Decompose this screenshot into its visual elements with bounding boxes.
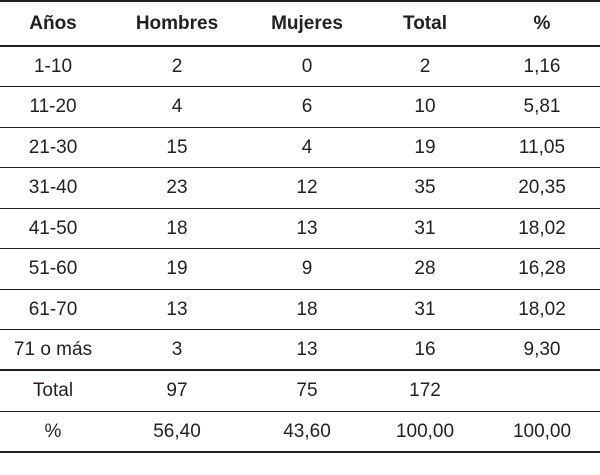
cell-hombres: 18 — [106, 208, 248, 249]
cell-total: 10 — [366, 87, 484, 128]
table-header-row — [0, 1, 600, 46]
cell-hombres: 15 — [106, 127, 248, 168]
table-row — [0, 289, 600, 330]
cell-total: 19 — [366, 127, 484, 168]
table-row — [0, 127, 600, 168]
cell-mujeres: 13 — [248, 330, 366, 371]
cell-percent: 5,81 — [484, 87, 600, 128]
table-row — [0, 330, 600, 371]
cell-total: 31 — [366, 208, 484, 249]
total-total: 172 — [366, 370, 484, 411]
cell-hombres: 19 — [106, 249, 248, 290]
cell-mujeres: 6 — [248, 87, 366, 128]
header-hombres: Hombres — [106, 1, 248, 46]
cell-percent: 18,02 — [484, 289, 600, 330]
table-row — [0, 87, 600, 128]
cell-hombres: 13 — [106, 289, 248, 330]
cell-age-range: 31-40 — [0, 168, 106, 209]
cell-percent: 11,05 — [484, 127, 600, 168]
cell-hombres: 4 — [106, 87, 248, 128]
percent-mujeres: 43,60 — [248, 411, 366, 452]
cell-hombres: 23 — [106, 168, 248, 209]
cell-age-range: 41-50 — [0, 208, 106, 249]
percent-row — [0, 411, 600, 452]
cell-percent: 18,02 — [484, 208, 600, 249]
cell-percent: 9,30 — [484, 330, 600, 371]
cell-total: 2 — [366, 46, 484, 87]
table-row — [0, 208, 600, 249]
cell-total: 31 — [366, 289, 484, 330]
cell-mujeres: 12 — [248, 168, 366, 209]
cell-total: 28 — [366, 249, 484, 290]
cell-mujeres: 9 — [248, 249, 366, 290]
cell-percent: 1,16 — [484, 46, 600, 87]
cell-total: 16 — [366, 330, 484, 371]
cell-age-range: 71 o más — [0, 330, 106, 371]
header-mujeres: Mujeres — [248, 1, 366, 46]
total-label: Total — [0, 370, 106, 411]
cell-age-range: 1-10 — [0, 46, 106, 87]
cell-total: 35 — [366, 168, 484, 209]
cell-hombres: 3 — [106, 330, 248, 371]
cell-mujeres: 4 — [248, 127, 366, 168]
cell-age-range: 11-20 — [0, 87, 106, 128]
total-percent — [484, 370, 600, 411]
cell-mujeres: 18 — [248, 289, 366, 330]
header-anos: Años — [0, 1, 106, 46]
cell-age-range: 21-30 — [0, 127, 106, 168]
total-hombres: 97 — [106, 370, 248, 411]
cell-mujeres: 0 — [248, 46, 366, 87]
percent-label: % — [0, 411, 106, 452]
cell-percent: 20,35 — [484, 168, 600, 209]
percent-percent: 100,00 — [484, 411, 600, 452]
cell-age-range: 51-60 — [0, 249, 106, 290]
table-row — [0, 168, 600, 209]
cell-hombres: 2 — [106, 46, 248, 87]
total-row — [0, 370, 600, 411]
percent-hombres: 56,40 — [106, 411, 248, 452]
header-percent: % — [484, 1, 600, 46]
table-row — [0, 249, 600, 290]
percent-total: 100,00 — [366, 411, 484, 452]
cell-age-range: 61-70 — [0, 289, 106, 330]
header-total: Total — [366, 1, 484, 46]
cell-mujeres: 13 — [248, 208, 366, 249]
total-mujeres: 75 — [248, 370, 366, 411]
table-row — [0, 46, 600, 87]
cell-percent: 16,28 — [484, 249, 600, 290]
